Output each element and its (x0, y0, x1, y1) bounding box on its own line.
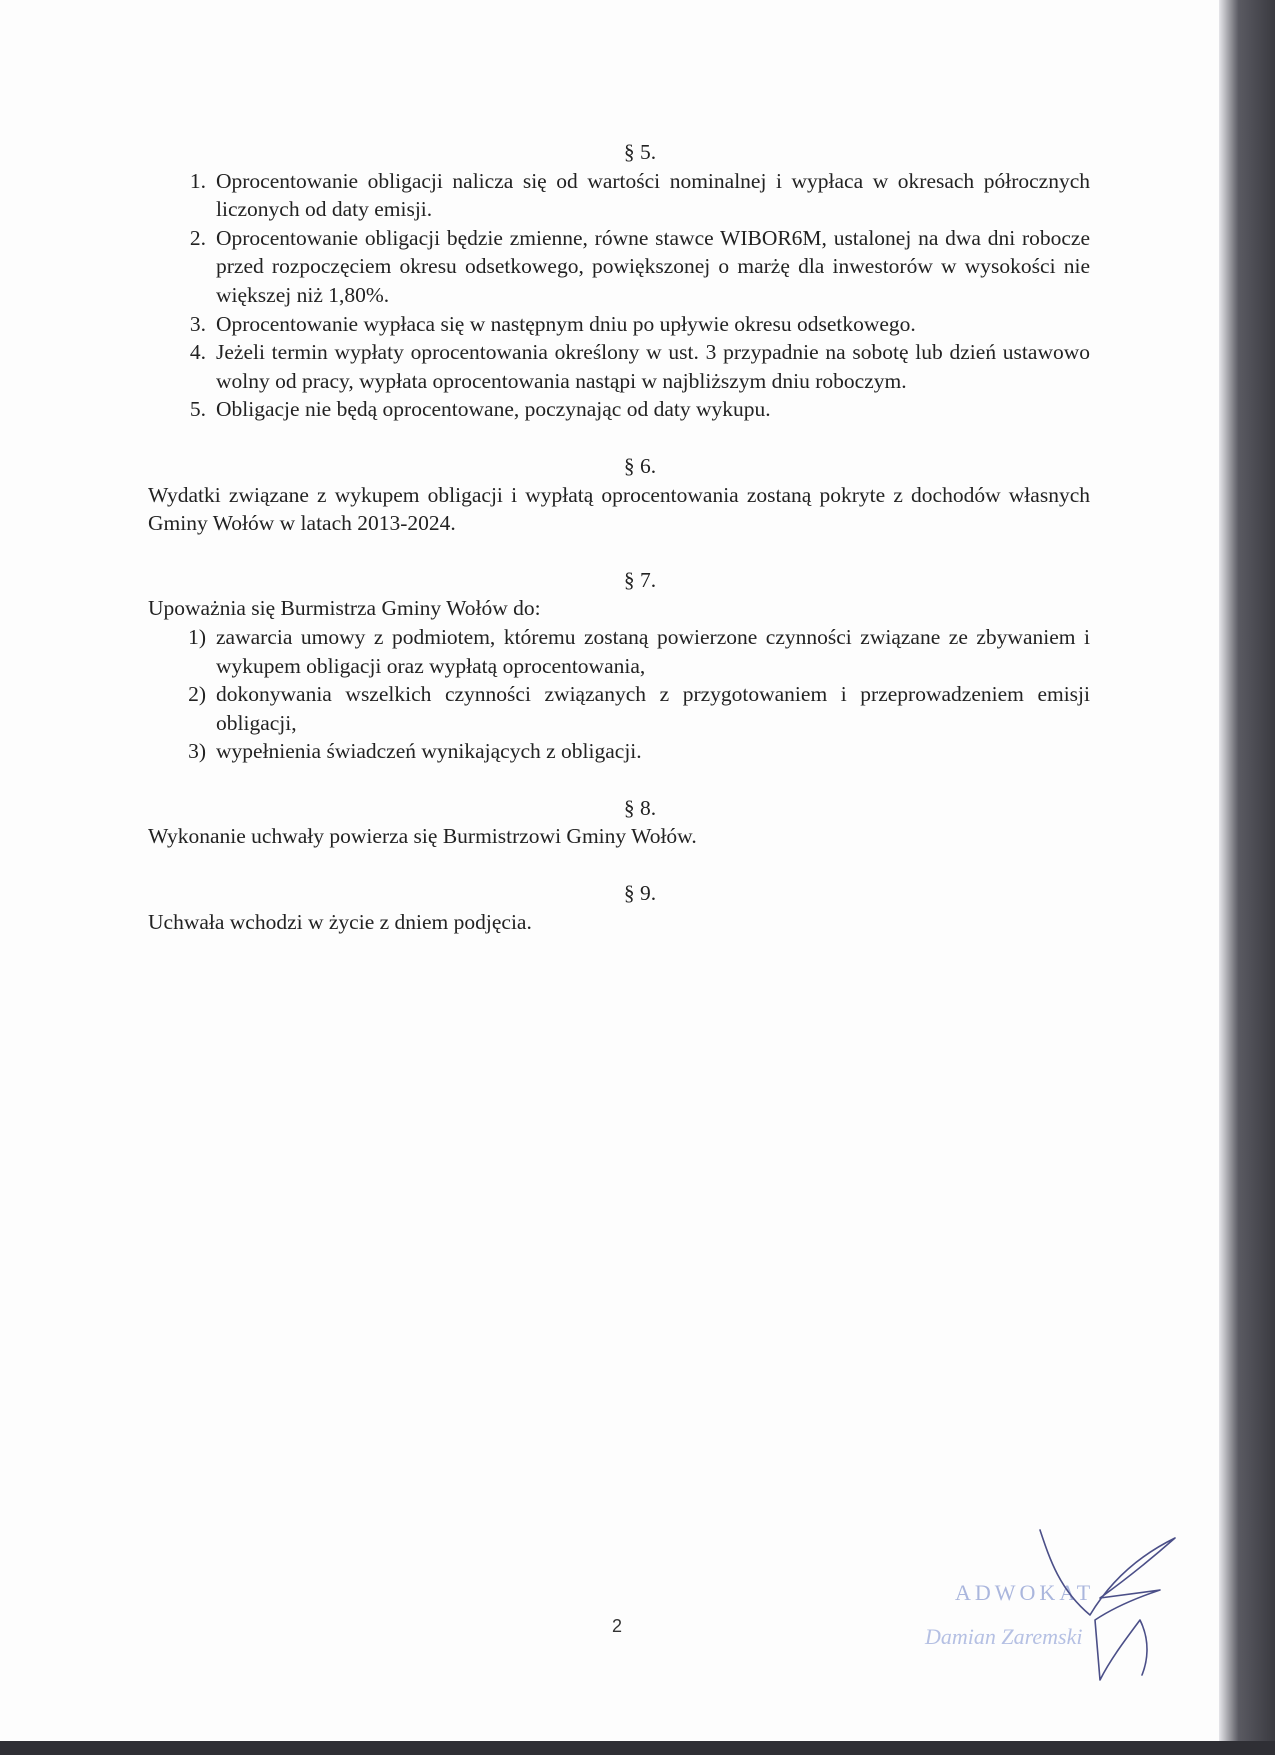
section-9-heading: § 9. (623, 881, 657, 906)
list-item: 5. Obligacje nie będą oprocentowane, poczynając od daty wykupu. (189, 397, 771, 422)
list-item: 3. Oprocentowanie wypłaca się w następnym dniu po upływie okresu odsetkowego. (189, 311, 916, 336)
list-item: 3) wypełnienia świadczeń wynikających z obligacji. (188, 739, 642, 764)
document-body (148, 138, 1090, 936)
section-5-heading: § 5. (623, 140, 657, 164)
stamp-name: Damian Zaremski (925, 1624, 1083, 1649)
signature-icon (1030, 1520, 1190, 1685)
section-9-text: Uchwała wchodzi w życie z dniem podjęcia. (148, 909, 532, 934)
section-6-heading: § 6. (623, 453, 657, 478)
list-item: 2) dokonywania wszelkich czynności związanych z przygotowaniem i przeprowadzeniem emisji obligacji, (188, 682, 1090, 735)
scan-edge (0, 1741, 1275, 1755)
section-7-heading: § 7. (623, 567, 657, 592)
section-7-intro: Upoważnia się Burmistrza Gminy Wołów do: (148, 596, 541, 621)
section-8-text: Wykonanie uchwały powierza się Burmistrzowi Gminy Wołów. (148, 824, 697, 849)
list-item: 1) zawarcia umowy z podmiotem, któremu zostaną powierzone czynności związane ze zbywaniem i wykupem obligacji oraz wypłatą oprocentowania, (188, 624, 1090, 678)
list-item: 1. Oprocentowanie obligacji nalicza się od wartości nominalnej i wypłaca w okresach półrocznych liczonych od daty emisji. (189, 168, 1090, 222)
list-item: 2. Oprocentowanie obligacji będzie zmienne, równe stawce WIBOR6M, ustalonej na dwa dni robocze przed rozpoczęciem okresu odsetkowego, powiększonej o marżę dla inwestorów w wysokości nie większej niż 1,80%. (189, 225, 1090, 307)
scan-edge (1219, 0, 1275, 1755)
list-item: 4. Jeżeli termin wypłaty oprocentowania określony w ust. 3 przypadnie na sobotę lub dzień ustawowo wolny od pracy, wypłata oprocentowania nastąpi w najbliższym dniu roboczym. (189, 340, 1090, 393)
section-6-text: Wydatki związane z wykupem obligacji i wypłatą oprocentowania zostaną pokryte z dochodów własnych Gminy Wołów w latach 2013-2024. (148, 482, 1090, 536)
stamp-title: ADWOKAT (955, 1580, 1095, 1605)
section-5-list (148, 167, 1090, 424)
section-8-heading: § 8. (623, 795, 657, 820)
page-number: 2 (612, 1616, 623, 1636)
section-7-list (148, 623, 1090, 766)
